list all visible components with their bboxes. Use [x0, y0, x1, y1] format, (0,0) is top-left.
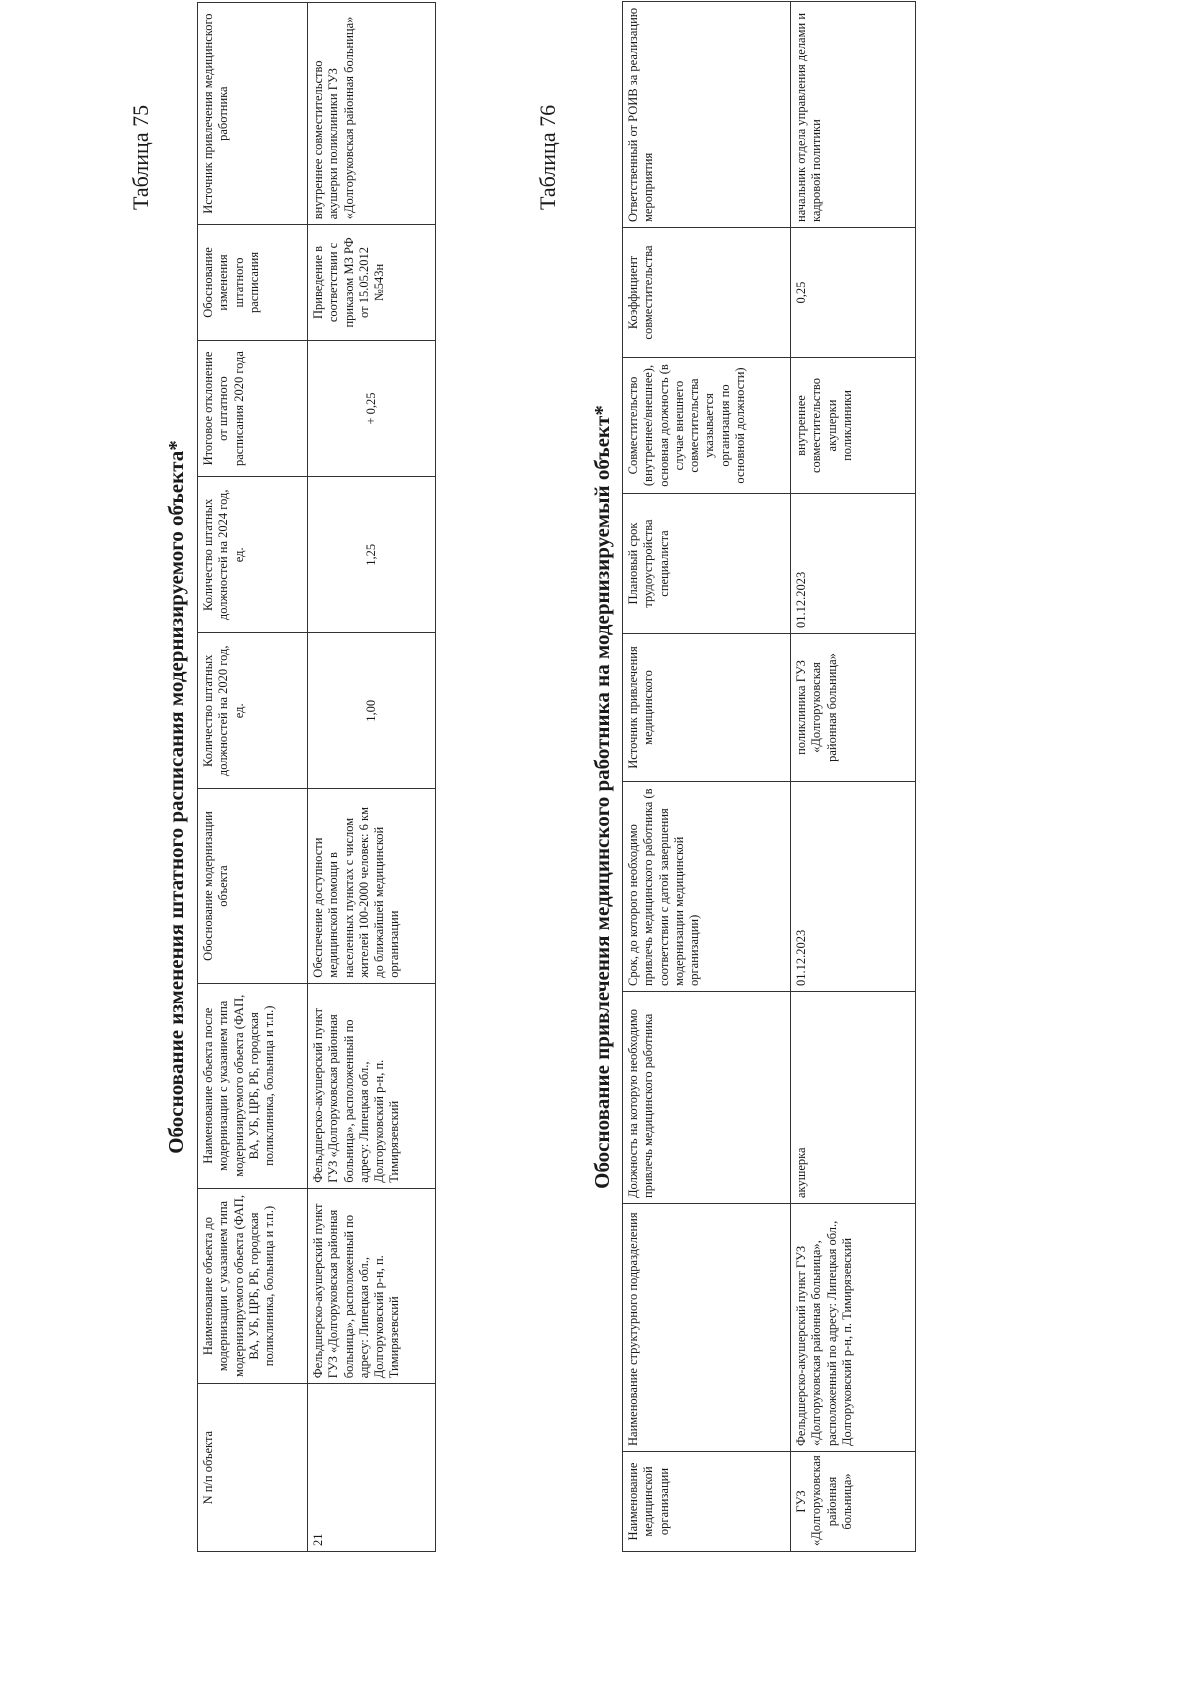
table76-title: Обоснование привлечения медицинского работника на модернизируемый объект* — [590, 405, 614, 1189]
t76-unit: Фельдшерско-акушерский пункт ГУЗ «Долгоруковская районная больница», расположенный по адресу: Липецкая обл., Долгоруковский р-н, п. Тимирязевский — [791, 1204, 916, 1452]
t76-h-position: Должность на которую необходимо привлечь медицинского работника — [623, 992, 791, 1204]
t75-justification: Приведение в соответствии с приказом МЗ РФ от 15.05.2012 №543н — [308, 225, 436, 340]
t76-h-combination: Совместительство (внутреннее/внешнее), основная должность (в случае внешнего совместительства указывается организация по основной должности) — [623, 358, 791, 494]
table76 — [622, 1, 916, 1552]
t76-h-unit: Наименование структурного подразделения — [623, 1204, 791, 1452]
t75-deviation: + 0,25 — [308, 340, 436, 477]
t75-h-justification: Обоснование изменения штатного расписания — [198, 225, 308, 340]
table-row — [791, 2, 916, 1552]
t76-combination: внутреннее совместительство акушерки поликлиники — [791, 358, 916, 494]
t76-h-coefficient: Коэффициент совместительства — [623, 228, 791, 358]
t75-h-before: Наименование объекта до модернизации с указанием типа модернизируемого объекта (ФАП, ВА, УБ, ЦРБ, РБ, городская поликлиника, больница и т.п.) — [198, 1188, 308, 1383]
table76-header-row — [623, 2, 791, 1552]
t75-reason: Обеспечение доступности медицинской помощи в населенных пунктах с числом жителей 100-2000 человек: 6 км до ближайшей медицинской организации — [308, 789, 436, 983]
t76-h-source: Источник привлечения медицинского — [623, 634, 791, 782]
t76-org: ГУЗ «Долгоруковская районная больница» — [791, 1452, 916, 1552]
t76-coefficient: 0,25 — [791, 228, 916, 358]
t75-source: внутреннее совместительство акушерки поликлиники ГУЗ «Долгоруковская районная больница» — [308, 3, 436, 225]
t76-deadline: 01.12.2023 — [791, 782, 916, 992]
t76-responsible: начальник отдела управления делами и кадровой политики — [791, 2, 916, 228]
table75-title: Обоснование изменения штатного расписания модернизируемого объекта* — [164, 440, 188, 1154]
t75-count2024: 1,25 — [308, 477, 436, 633]
t75-h-deviation: Итоговое отклонение от штатного расписания 2020 года — [198, 340, 308, 477]
table75-caption: Таблица 75 — [128, 104, 153, 210]
t75-after: Фельдшерско-акушерский пункт ГУЗ «Долгоруковская районная больница», расположенный по адресу: Липецкая обл., Долгоруковский р-н, п. Тимирязевский — [308, 983, 436, 1188]
t75-h-source: Источник привлечения медицинского работника — [198, 3, 308, 225]
t75-before: Фельдшерско-акушерский пункт ГУЗ «Долгоруковская районная больница», расположенный по адресу: Липецкая обл., Долгоруковский р-н, п. Тимирязевский — [308, 1188, 436, 1383]
t76-h-responsible: Ответственный от РОИВ за реализацию мероприятия — [623, 2, 791, 228]
t75-count2020: 1,00 — [308, 633, 436, 789]
t76-h-deadline: Срок, до которого необходимо привлечь медицинского работника (в соответствии с датой завершения модернизации медицинской организации) — [623, 782, 791, 992]
table76-caption: Таблица 76 — [535, 104, 560, 210]
t75-h-num: N п/п объекта — [198, 1384, 308, 1552]
t76-position: акушерка — [791, 992, 916, 1204]
table-row — [308, 3, 436, 1552]
table75 — [197, 2, 436, 1552]
t75-h-after: Наименование объекта после модернизации с указанием типа модернизируемого объекта (ФАП, ВА, УБ, ЦРБ, РБ, городская поликлиника, больница и т.п.) — [198, 983, 308, 1188]
t75-h-reason: Обоснование модернизации объекта — [198, 789, 308, 983]
t76-plan-date: 01.12.2023 — [791, 494, 916, 634]
t75-num: 21 — [308, 1384, 436, 1552]
table75-header-row — [198, 3, 308, 1552]
t76-h-org: Наименование медицинской организации — [623, 1452, 791, 1552]
t76-h-plan-date: Плановый срок трудоустройства специалиста — [623, 494, 791, 634]
t75-h-count2024: Количество штатных должностей на 2024 год, ед. — [198, 477, 308, 633]
t76-source: поликлиника ГУЗ «Долгоруковская районная больница» — [791, 634, 916, 782]
t75-h-count2020: Количество штатных должностей на 2020 год, ед. — [198, 633, 308, 789]
